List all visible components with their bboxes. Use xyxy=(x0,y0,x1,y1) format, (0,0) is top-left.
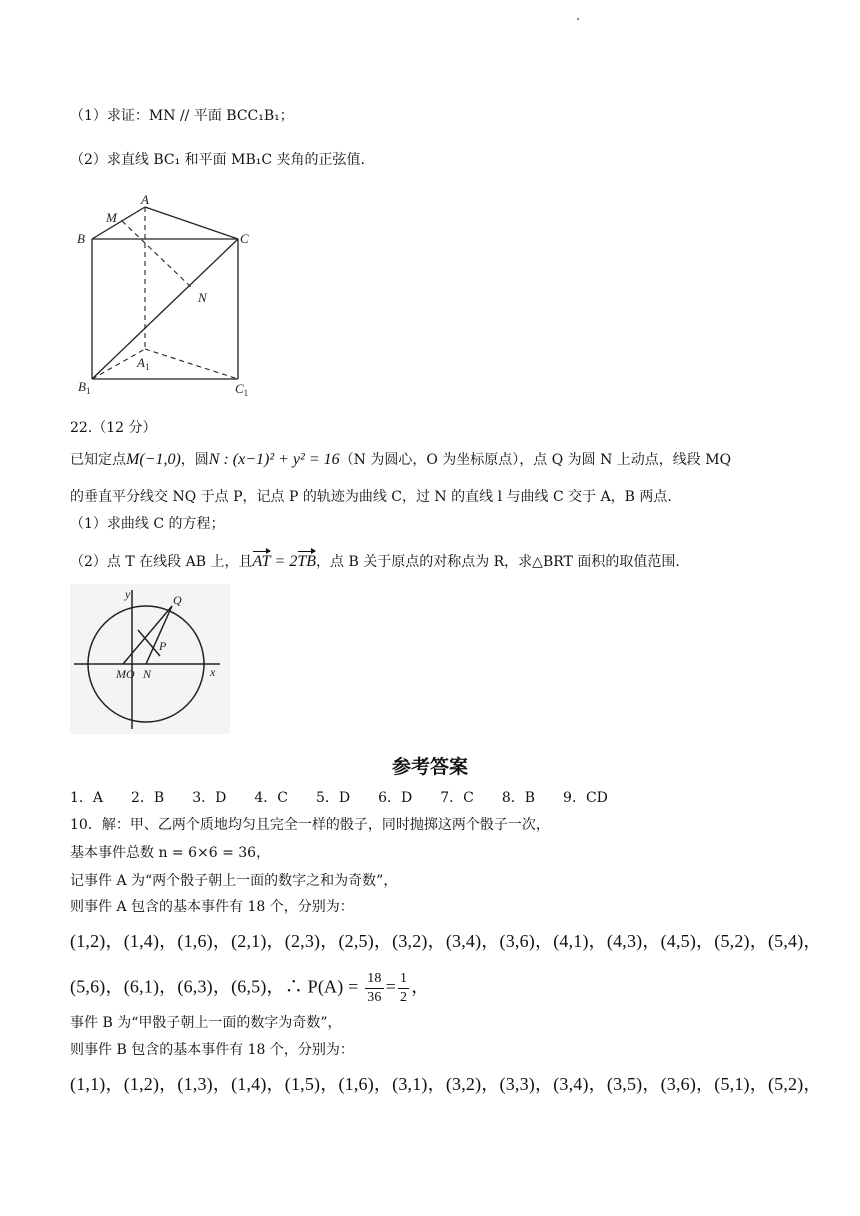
q22-part2-text-b: ，点 B 关于原点的对称点为 R，求△BRT 面积的取值范围. xyxy=(316,554,680,570)
label-B1: $B_1$ xyxy=(78,379,91,396)
label-N2: N xyxy=(143,667,152,681)
answer-10-event-b-count: 则事件 B 包含的基本事件有 18 个，分别为： xyxy=(70,1042,354,1058)
edge-b1c xyxy=(92,239,238,379)
label-N: N xyxy=(198,290,207,305)
q22-part2-text-a: （2）点 T 在线段 AB 上，且 xyxy=(70,554,253,570)
answer-10-event-a-count: 则事件 A 包含的基本事件有 18 个，分别为： xyxy=(70,899,354,915)
edge-ac xyxy=(145,207,238,239)
q22-part2 xyxy=(70,552,680,571)
label-M: M xyxy=(106,210,117,225)
fraction-18-36 xyxy=(365,972,383,1005)
label-C: C xyxy=(240,231,249,246)
q22-line2: 的垂直平分线交 NQ 于点 P，记点 P 的轨迹为曲线 C，过 N 的直线 l 与曲线 C 交于 A，B 两点. xyxy=(70,489,672,505)
q22-line1-text-c: （N 为圆心，O 为坐标原点），点 Q 为圆 N 上动点，线段 MQ xyxy=(339,452,732,468)
label-A1: $A_1$ xyxy=(137,355,150,372)
label-MO: MO xyxy=(116,667,135,681)
segment-mn xyxy=(122,221,192,288)
vector-tb: TB xyxy=(297,553,316,570)
q21-part2: （2）求直线 BC₁ 和平面 MB₁C 夹角的正弦值. xyxy=(70,152,365,168)
answers-title: 参考答案 xyxy=(391,756,468,778)
answer-10-event-b: 事件 B 为“甲骰子朝上一面的数字为奇数”， xyxy=(70,1015,342,1031)
label-B: B xyxy=(77,231,85,246)
label-A: A xyxy=(141,192,149,207)
vector-at: AT xyxy=(252,553,271,570)
vector-eq: = 2 xyxy=(270,553,298,570)
frac1-num: 18 xyxy=(365,972,383,989)
fraction-1-2 xyxy=(398,972,409,1005)
edge-ba xyxy=(92,207,145,239)
prism-figure xyxy=(70,192,260,402)
frac-end: ， xyxy=(411,976,430,997)
equals-sign: = xyxy=(385,976,396,997)
label-y: y xyxy=(125,587,131,601)
edge-a1c1 xyxy=(145,349,238,379)
circle-figure xyxy=(70,584,230,734)
label-P: P xyxy=(159,639,167,653)
frac1-den: 36 xyxy=(367,990,382,1005)
frac2-den: 2 xyxy=(399,990,408,1005)
answer-10-total: 基本事件总数 n = 6×6 = 36， xyxy=(70,845,271,861)
frac2-num: 1 xyxy=(398,972,409,989)
q22-line1 xyxy=(70,450,731,469)
label-x: x xyxy=(210,665,216,679)
answer-10-event-a-list1: (1,2)，(1,4)，(1,6)，(2,1)，(2,3)，(2,5)，(3,2)，(3,4)，(3,6)，(4,1)，(4,3)，(4,5)，(5,2)，(5,4)， xyxy=(70,931,822,951)
q22-header: 22.（12 分） xyxy=(70,420,157,436)
answer-10-event-b-list1: (1,1)，(1,2)，(1,3)，(1,4)，(1,5)，(1,6)，(3,1)，(3,2)，(3,3)，(3,4)，(3,5)，(3,6)，(5,1)，(5,2)， xyxy=(70,1074,822,1094)
q22-part1: （1）求曲线 C 的方程； xyxy=(70,516,225,532)
circle-n-formula: N : (x−1)² + y² = 16 xyxy=(208,451,340,468)
q22-line1-text-b: ，圆 xyxy=(180,452,209,468)
answer-10-intro: 10．解：甲、乙两个质地均匀且完全一样的骰子，同时抛掷这两个骰子一次， xyxy=(70,817,550,833)
label-Q: Q xyxy=(173,593,182,607)
event-a-list2-text: (5,6)，(6,1)，(6,3)，(6,5)，∴ P(A) = xyxy=(70,976,359,997)
choice-answers: 1．A 2．B 3．D 4．C 5．D 6．D 7．C 8．B 9．CD xyxy=(70,790,608,806)
q21-part1: （1）求证：MN // 平面 BCC₁B₁； xyxy=(70,108,294,124)
page-mark xyxy=(577,18,579,20)
q22-line1-text-a: 已知定点 xyxy=(70,452,126,468)
answer-10-event-a: 记事件 A 为“两个骰子朝上一面的数字之和为奇数”， xyxy=(70,873,398,889)
point-m-formula: M(−1,0) xyxy=(126,451,181,468)
label-C1: $C_1$ xyxy=(235,381,249,398)
answer-10-event-a-list2 xyxy=(70,972,429,1005)
